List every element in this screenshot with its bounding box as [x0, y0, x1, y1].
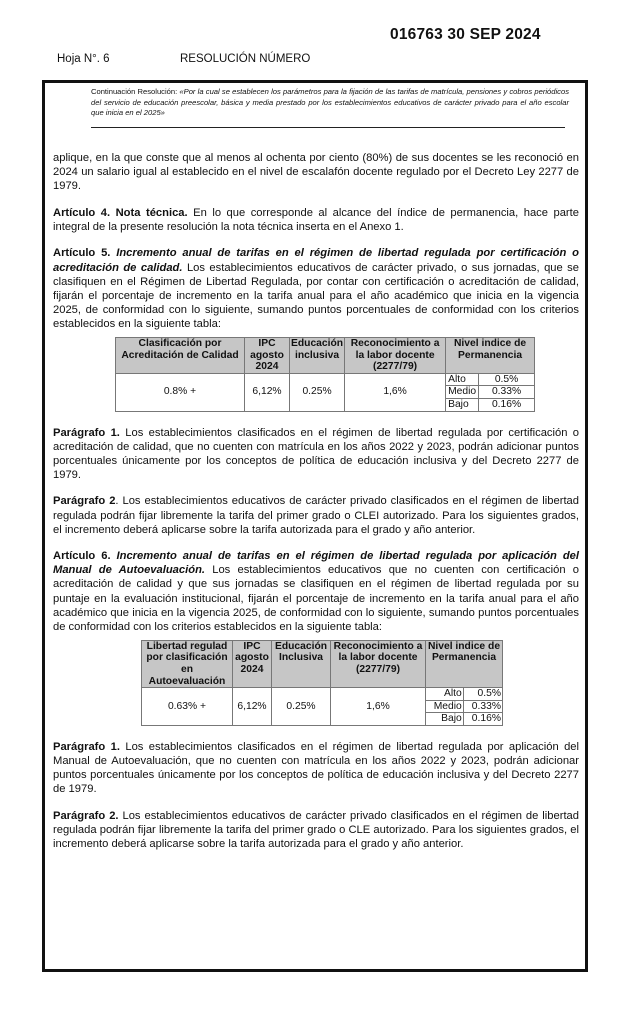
- paragraph-text: Los establecimientos clasificados en el régimen de libertad regulada por aplicación del Manual de Autoevaluación, que no cuenten con matrícula en los años 2022 y 2023, podrán adicionar puntos porcentuales únicamente por los conceptos de política de educación inclusiva y del Decreto 2277 de 1979.: [53, 740, 580, 796]
- article-4-text: En lo que corresponde al alcance del índice de permanencia, hace parte integral de la presente resolución la nota técnica inserta en el Anexo 1.: [53, 206, 579, 233]
- paragraph-label: Parágrafo 2.: [53, 809, 119, 822]
- level-name: Bajo: [446, 399, 479, 412]
- header-teacher: Reconocimiento a la labor docente (2277/79): [345, 338, 446, 374]
- level-value: 0.5%: [463, 688, 502, 701]
- header-ipc: IPC agosto 2024: [245, 338, 290, 374]
- article-6-paragraph-1: [53, 740, 579, 796]
- cell-teacher: 1,6%: [345, 373, 446, 411]
- header-permanence: Nivel indice de Permanencia: [426, 640, 503, 687]
- page-frame: [42, 80, 588, 972]
- article-6-title: Incremento anual de tarifas en el régimen de libertad regulada por aplicación del Manual de Autoevaluación.: [53, 550, 580, 577]
- article-4: [53, 206, 579, 234]
- paragraph-text: . Los establecimientos educativos de carácter privado clasificados en el régimen de libertad regulada podrán fijar libremente la tarifa del primer grado o CLEI autorizado. Para los siguientes grados, el incremento deberá aplicarse sobre la tarifa autorizada para el grado y año anterior.: [53, 495, 580, 536]
- article-4-label: Artículo 4. Nota técnica.: [53, 206, 188, 219]
- article-5-paragraph-1: [53, 426, 579, 482]
- table-header-row: [116, 338, 535, 374]
- article-5-label: Artículo 5.: [53, 247, 111, 260]
- level-name: Medio: [426, 700, 464, 713]
- resolution-label: RESOLUCIÓN NÚMERO: [180, 53, 311, 65]
- header-permanence: Nivel indice de Permanencia: [446, 338, 535, 374]
- header-classification: Clasificación por Acreditación de Calidad: [116, 338, 245, 374]
- level-name: Bajo: [426, 713, 464, 726]
- cell-base: 0.8% +: [116, 373, 245, 411]
- article-6: [53, 549, 579, 634]
- table-accreditation: [115, 337, 535, 412]
- level-value: 0.33%: [479, 386, 535, 399]
- level-value: 0.5%: [479, 373, 535, 386]
- article-5-text: Los establecimientos educativos de carácter privado, o sus jornadas, que se clasifiquen en el Régimen de Libertad Regulada, por contar con certificación o acreditación de calidad, fijarán el porcentaje de incremento en la tarifa anual para el año académico que inicia en la vigencia 2025, de conformidad con lo siguiente, sumando puntos porcentuales de conformidad con los criterios establecidos en la siguiente tabla:: [53, 261, 579, 330]
- level-value: 0.16%: [463, 713, 502, 726]
- level-value: 0.33%: [463, 700, 502, 713]
- continuation-header: [91, 87, 569, 119]
- table-self-evaluation: [141, 640, 503, 726]
- cell-base: 0.63% +: [142, 688, 233, 726]
- document-body: [53, 151, 579, 864]
- table-row: [116, 373, 535, 386]
- cell-inclusive: 0.25%: [272, 688, 331, 726]
- article-5: [53, 246, 579, 331]
- continuation-prefix: Continuación Resolución:: [91, 87, 180, 96]
- header-classification: Libertad regulad por clasificación en Autoevaluación: [142, 640, 233, 687]
- level-name: Alto: [446, 373, 479, 386]
- cell-inclusive: 0.25%: [290, 373, 345, 411]
- resolution-number-date: 016763 30 SEP 2024: [390, 26, 541, 43]
- level-value: 0.16%: [479, 399, 535, 412]
- paragraph-text: Los establecimientos clasificados en el régimen de libertad regulada por certificación o acreditación de calidad, que no cuenten con matrícula en los años 2022 y 2023, podrán adicionar puntos porcentuales únicamente por los conceptos de política de educación inclusiva y del Decreto 2277 de 1979.: [53, 426, 580, 481]
- article-5-title: Incremento anual de tarifas en el régimen de libertad regulada por certificación o acreditación de calidad.: [53, 247, 580, 274]
- continuation-divider: [91, 127, 565, 128]
- paragraph-label: Parágrafo 1.: [53, 740, 120, 753]
- cell-ipc: 6,12%: [245, 373, 290, 411]
- level-name: Alto: [426, 688, 464, 701]
- continuation-title: «Por la cual se establecen los parámetros para la fijación de las tarifas de matrícula, pensiones y cobros periódicos del servicio de educación preescolar, básica y media prestado por los establecimientos educativos de carácter privado para el año escolar que inicia en el 2025»: [91, 87, 569, 118]
- table-row: [142, 688, 503, 701]
- paragraph-label: Parágrafo 1.: [53, 426, 120, 439]
- article-6-label: Artículo 6.: [53, 550, 111, 563]
- article-6-paragraph-2: [53, 809, 579, 851]
- article-5-paragraph-2: [53, 494, 579, 536]
- cell-ipc: 6,12%: [233, 688, 272, 726]
- header-ipc: IPC agosto 2024: [233, 640, 272, 687]
- level-name: Medio: [446, 386, 479, 399]
- paragraph-continuation: aplique, en la que conste que al menos al ochenta por ciento (80%) de sus docentes se les reconoció en 2024 un salario igual al establecido en el nivel de escalafón docente regulado por el Decreto Ley 2277 de 1979.: [53, 152, 579, 193]
- table-header-row: [142, 640, 503, 687]
- header-inclusive: Educación inclusiva: [290, 338, 345, 374]
- sheet-number: Hoja N°. 6: [57, 53, 110, 65]
- paragraph-label: Parágrafo 2: [53, 495, 116, 508]
- paragraph-text: Los establecimientos educativos de carácter privado clasificados en el régimen de libertad regulada podrán fijar libremente la tarifa del primer grado o CLE autorizado. Para los siguientes grados, el incremento deberá aplicarse sobre la tarifa autorizada para el grado y año anterior.: [53, 809, 580, 851]
- header-teacher: Reconocimiento a la labor docente (2277/79): [331, 640, 426, 687]
- cell-teacher: 1,6%: [331, 688, 426, 726]
- header-inclusive: Educación Inclusiva: [272, 640, 331, 687]
- article-6-text: Los establecimientos educativos que no cuenten con certificación o acreditación de calidad y que sus jornadas se clasifiquen en el régimen de libertad regulada por su puntaje en la evaluación institucional, fijarán el porcentaje de incremento en la tarifa anual para el año académico que inicia en la vigencia 2025, de conformidad con lo siguiente, sumando puntos porcentuales de conformidad con los criterios establecidos en la siguiente tabla:: [53, 564, 579, 633]
